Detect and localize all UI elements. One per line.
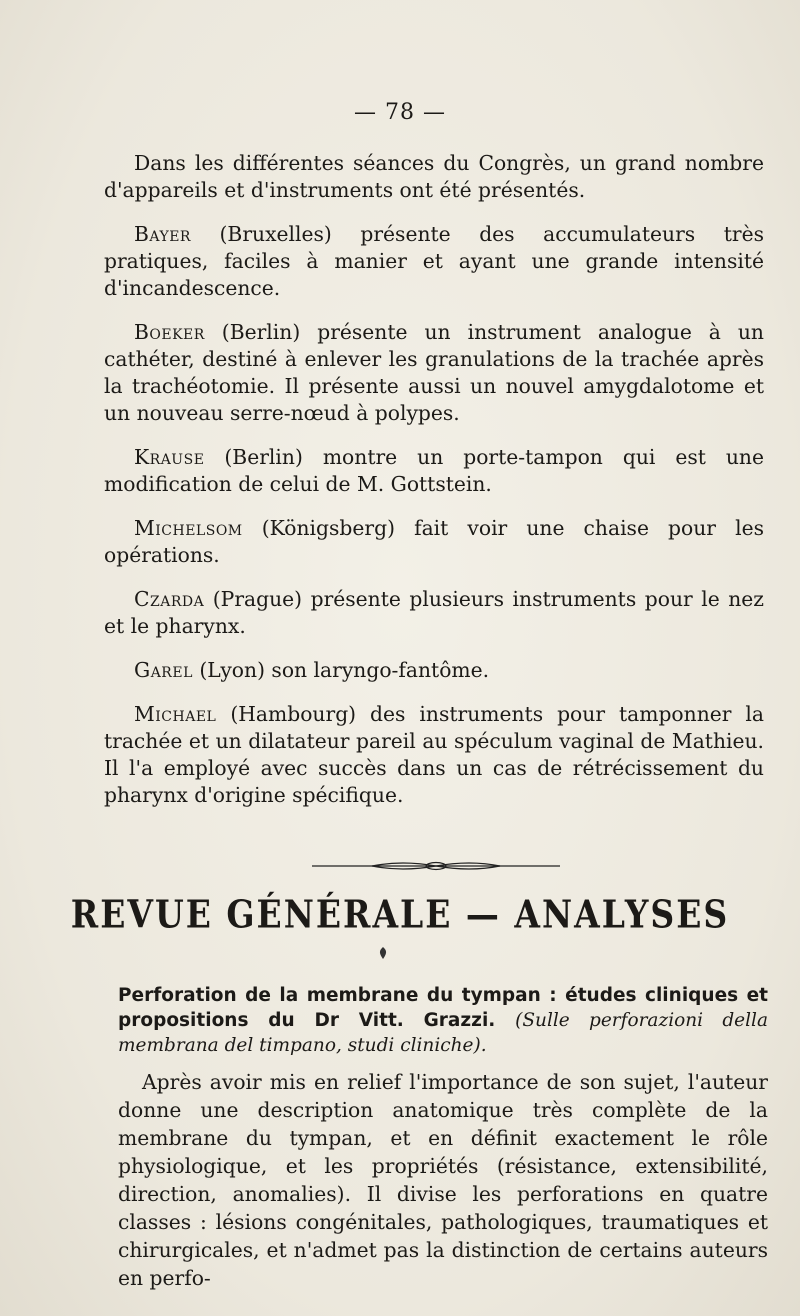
paragraph-czarda xyxy=(104,586,764,640)
paragraph-garel xyxy=(104,657,764,684)
page-number: — 78 — xyxy=(354,100,446,125)
paragraph-text: (Königsberg) fait voir une chaise pour les opérations. xyxy=(104,516,764,567)
paragraph-text: (Hambourg) des instruments pour tamponner la trachée et un dilatateur pareil au spéculum vaginal de Mathieu. Il l'a employé avec succès dans un cas de rétrécissement du pharynx d'origine spécifique. xyxy=(104,702,764,807)
paragraph-text: (Lyon) son laryngo-fantôme. xyxy=(192,658,490,682)
paragraph-intro xyxy=(104,150,764,204)
paragraph-bayer xyxy=(104,221,764,302)
section-heading: REVUE GÉNÉRALE — ANALYSES xyxy=(70,892,730,937)
article-title-block xyxy=(118,983,768,1058)
article-body xyxy=(118,1068,768,1292)
author-name: Czarda xyxy=(134,587,205,611)
ornamental-rule xyxy=(312,858,560,874)
author-name: Garel xyxy=(134,658,193,682)
article-paragraph: Après avoir mis en relief l'importance de son sujet, l'auteur donne une description anatomique très complète de la membrane du tympan, et en définit exactement le rôle physiologique, et les propriétés (résistance, extensibilité, direction, anomalies). Il divise les perforations en quatre classes : lésions congénitales, pathologiques, traumatiques et chirurgicales, et n'admet pas la distinction de certains auteurs en perfo- xyxy=(118,1070,768,1290)
author-name: Bayer xyxy=(134,222,191,246)
paragraph-text: (Berlin) montre un porte-tampon qui est une modification de celui de M. Gottstein. xyxy=(104,445,764,496)
fleuron-icon xyxy=(376,946,390,960)
paragraph-krause xyxy=(104,444,764,498)
paragraph-boeker xyxy=(104,319,764,427)
author-name: Michael xyxy=(134,702,217,726)
author-name: Boeker xyxy=(134,320,205,344)
paragraph-text: Dans les différentes séances du Congrès, un grand nombre d'appareils et d'instruments ont été présentés. xyxy=(104,151,764,202)
author-name: Krause xyxy=(134,445,205,469)
paragraph-text: (Prague) présente plusieurs instruments pour le nez et le pharynx. xyxy=(104,587,764,638)
article-subtitle: (Sulle perforazioni della membrana del timpano, studi cliniche). xyxy=(118,1010,768,1056)
paragraph-text: (Berlin) présente un instrument analogue à un cathéter, destiné à enlever les granulations de la trachée après la trachéotomie. Il présente aussi un nouvel amygdalotome et un nouveau serre-nœud à polypes. xyxy=(104,320,764,425)
author-name: Michelsom xyxy=(134,516,243,540)
paragraph-michelsom xyxy=(104,515,764,569)
paragraph-text: (Bruxelles) présente des accumulateurs très pratiques, faciles à manier et ayant une grande intensité d'incandescence. xyxy=(104,222,764,300)
paragraph-michael xyxy=(104,701,764,809)
congress-section xyxy=(104,150,764,826)
article-title: Perforation de la membrane du tympan : études cliniques et propositions du Dr Vitt. Grazzi. xyxy=(118,985,768,1031)
